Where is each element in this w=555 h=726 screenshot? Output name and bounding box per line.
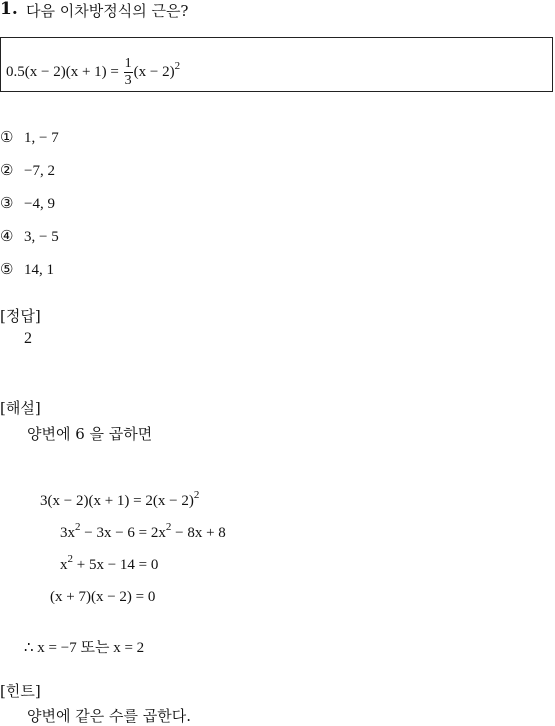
equation-exponent: 2 [174,59,181,72]
fraction-numerator: 1 [124,56,132,71]
choice-mark: ② [0,163,14,179]
choice-text: 14, 1 [24,262,54,278]
question-number: 1. [0,0,18,19]
choice-text: −4, 9 [24,196,55,212]
equation-left: 0.5(x − 2)(x + 1) = [6,63,119,80]
step-3-part-a: x [60,557,68,573]
solution-step-3 [60,553,159,574]
choice-mark: ③ [0,196,14,212]
choice-text: 1, − 7 [24,130,59,146]
choice-3[interactable] [0,194,55,213]
choice-mark: ⑤ [0,262,14,278]
solution-step-1 [40,489,200,510]
solution-heading: [해설] [0,399,41,417]
equation-right: (x − 2) [133,63,175,80]
step-2-part-b: − 3x − 6 = 2x [80,525,166,541]
step-3-exponent: 2 [67,553,73,565]
step-1-exponent: 2 [193,489,200,501]
choice-mark: ④ [0,229,14,245]
step-2-exponent-b: 2 [165,521,172,533]
solution-step-2 [60,521,226,542]
step-1-text: 3(x − 2)(x + 1) = 2(x − 2) [40,493,194,509]
choice-mark: ① [0,130,14,146]
choice-text: −7, 2 [24,163,55,179]
question-text: 다음 이차방정식의 근은? [26,2,189,20]
choice-2[interactable] [0,161,55,180]
choice-1[interactable] [0,128,59,147]
choice-text: 3, − 5 [24,229,59,245]
step-2-exponent-a: 2 [75,521,81,533]
step-3-part-b: + 5x − 14 = 0 [73,557,159,573]
hint-heading: [힌트] [0,682,41,700]
choice-4[interactable] [0,227,59,246]
choice-5[interactable] [0,260,54,279]
answer-heading: [정답] [0,307,41,325]
solution-conclusion: ∴ x = −7 또는 x = 2 [24,640,145,656]
solution-step-4: (x + 7)(x − 2) = 0 [50,589,156,605]
fraction-denominator: 3 [124,73,132,88]
step-2-part-c: − 8x + 8 [171,525,226,541]
step-2-part-a: 3x [60,525,75,541]
given-equation [6,56,180,89]
answer-value: 2 [24,330,32,347]
hint-text: 양변에 같은 수를 곱한다. [27,707,191,725]
solution-intro: 양변에 6 을 곱하면 [27,425,153,443]
equation-fraction [124,56,133,89]
